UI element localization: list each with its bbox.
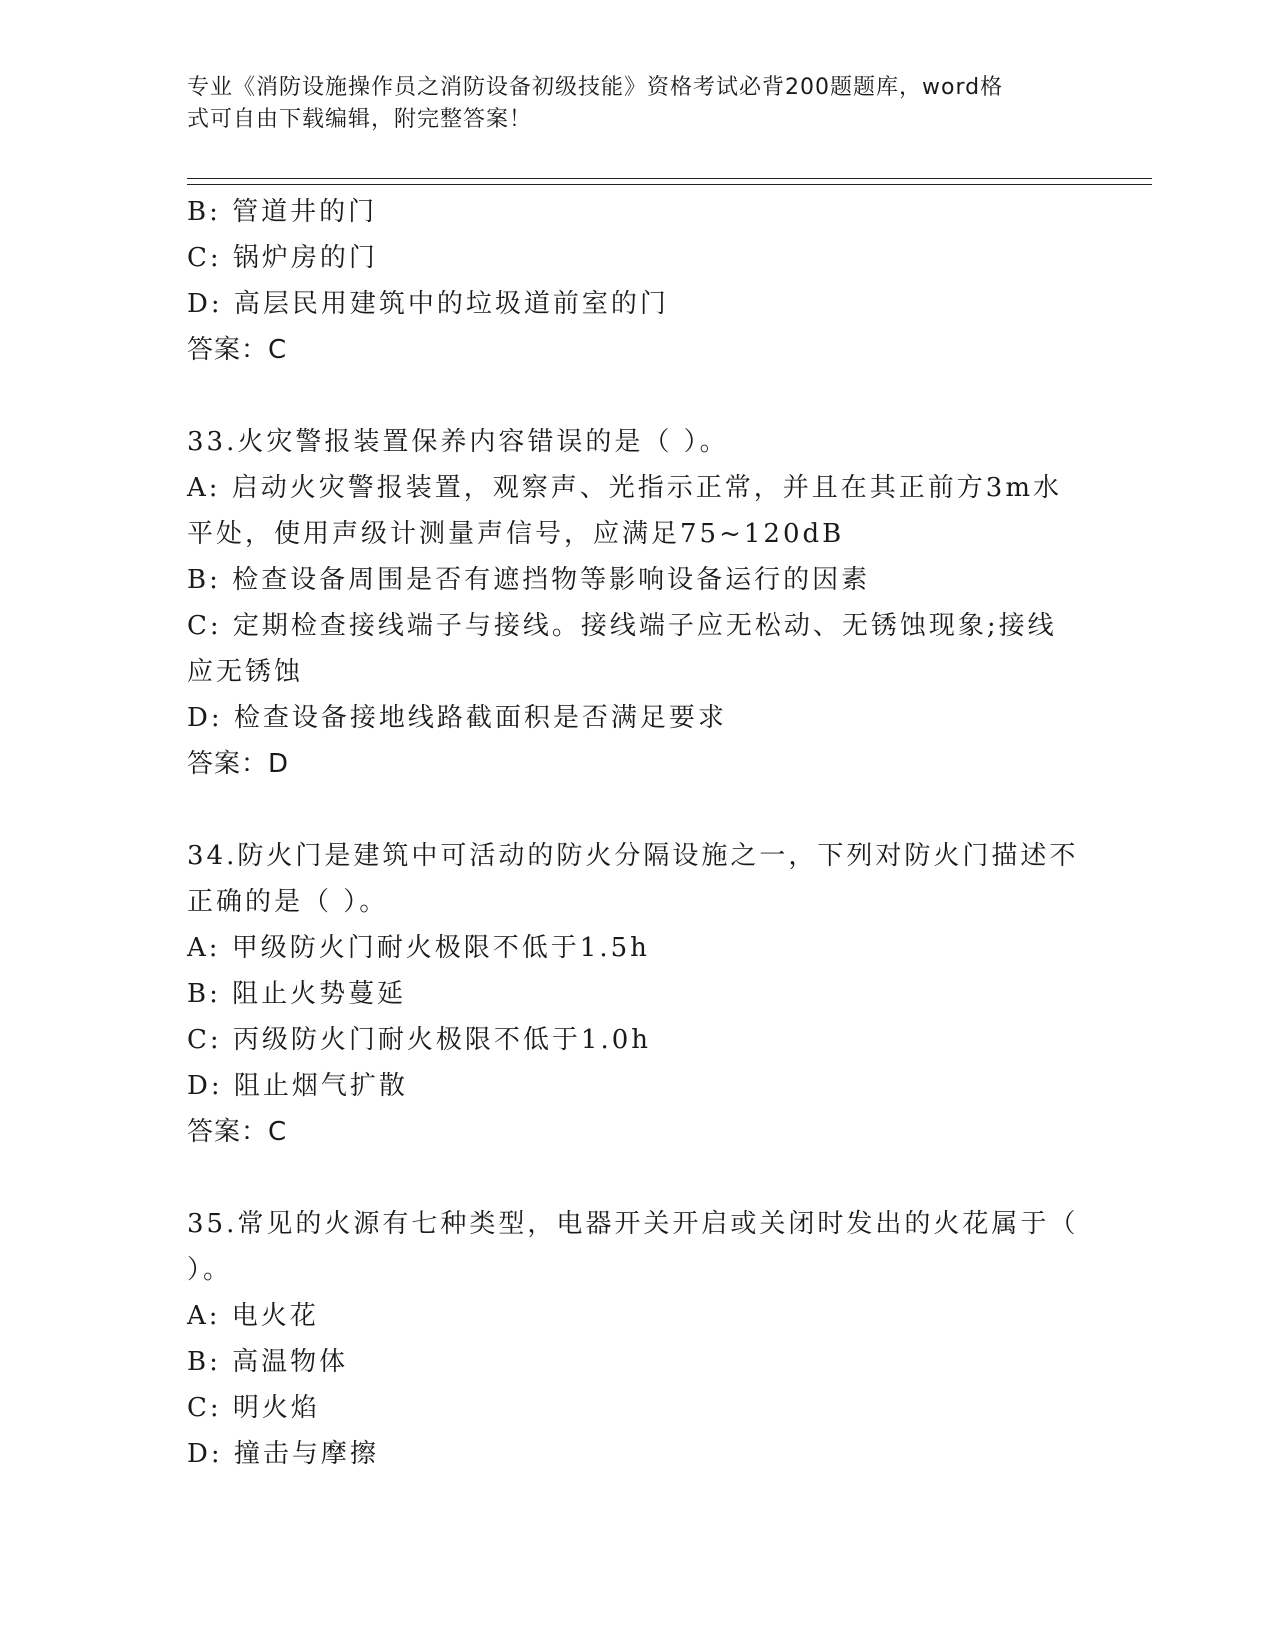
header-rule-bottom xyxy=(187,184,1152,185)
header-line-1: 专业《消防设施操作员之消防设备初级技能》资格考试必背200题题库，word格 xyxy=(187,75,1004,100)
option-a: A: 电火花 xyxy=(187,1301,319,1331)
question-stem-continued: 正确的是（ ）。 xyxy=(187,887,389,917)
question-33 xyxy=(187,419,1087,787)
option-c-continued: 应无锈蚀 xyxy=(187,657,304,687)
question-stem: 33.火灾警报装置保养内容错误的是（ ）。 xyxy=(187,427,729,457)
spacer xyxy=(187,1155,1087,1201)
option-d: D: 检查设备接地线路截面积是否满足要求 xyxy=(187,703,727,733)
option-a: A: 启动火灾警报装置，观察声、光指示正常，并且在其正前方3m水 xyxy=(187,473,1062,503)
option-b: B: 管道井的门 xyxy=(187,197,378,227)
option-c: C: 明火焰 xyxy=(187,1393,320,1423)
option-c: C: 定期检查接线端子与接线。接线端子应无松动、无锈蚀现象;接线 xyxy=(187,611,1057,641)
answer-line: 答案：C xyxy=(187,1117,288,1147)
option-d: D: 撞击与摩擦 xyxy=(187,1439,379,1469)
question-35 xyxy=(187,1201,1087,1477)
header-rule-top xyxy=(187,178,1152,179)
question-32-continuation xyxy=(187,189,1087,373)
question-34 xyxy=(187,833,1087,1155)
option-b: B: 检查设备周围是否有遮挡物等影响设备运行的因素 xyxy=(187,565,871,595)
question-content xyxy=(187,189,1087,1477)
answer-line: 答案：C xyxy=(187,335,288,365)
header-line-2: 式可自由下载编辑，附完整答案！ xyxy=(187,107,533,132)
question-stem: 34.防火门是建筑中可活动的防火分隔设施之一，下列对防火门描述不 xyxy=(187,841,1079,871)
option-c: C: 丙级防火门耐火极限不低于1.0h xyxy=(187,1025,652,1055)
option-a: A: 甲级防火门耐火极限不低于1.5h xyxy=(187,933,650,963)
spacer xyxy=(187,787,1087,833)
option-a-continued: 平处，使用声级计测量声信号，应满足75~120dB xyxy=(187,519,845,549)
option-b: B: 高温物体 xyxy=(187,1347,349,1377)
answer-line: 答案：D xyxy=(187,749,290,779)
option-d: D: 高层民用建筑中的垃圾道前室的门 xyxy=(187,289,669,319)
option-c: C: 锅炉房的门 xyxy=(187,243,378,273)
document-header xyxy=(187,72,1067,136)
option-d: D: 阻止烟气扩散 xyxy=(187,1071,408,1101)
question-stem: 35.常见的火源有七种类型，电器开关开启或关闭时发出的火花属于（ xyxy=(187,1209,1079,1239)
option-b: B: 阻止火势蔓延 xyxy=(187,979,407,1009)
question-stem-continued: ）。 xyxy=(187,1255,233,1285)
spacer xyxy=(187,373,1087,419)
